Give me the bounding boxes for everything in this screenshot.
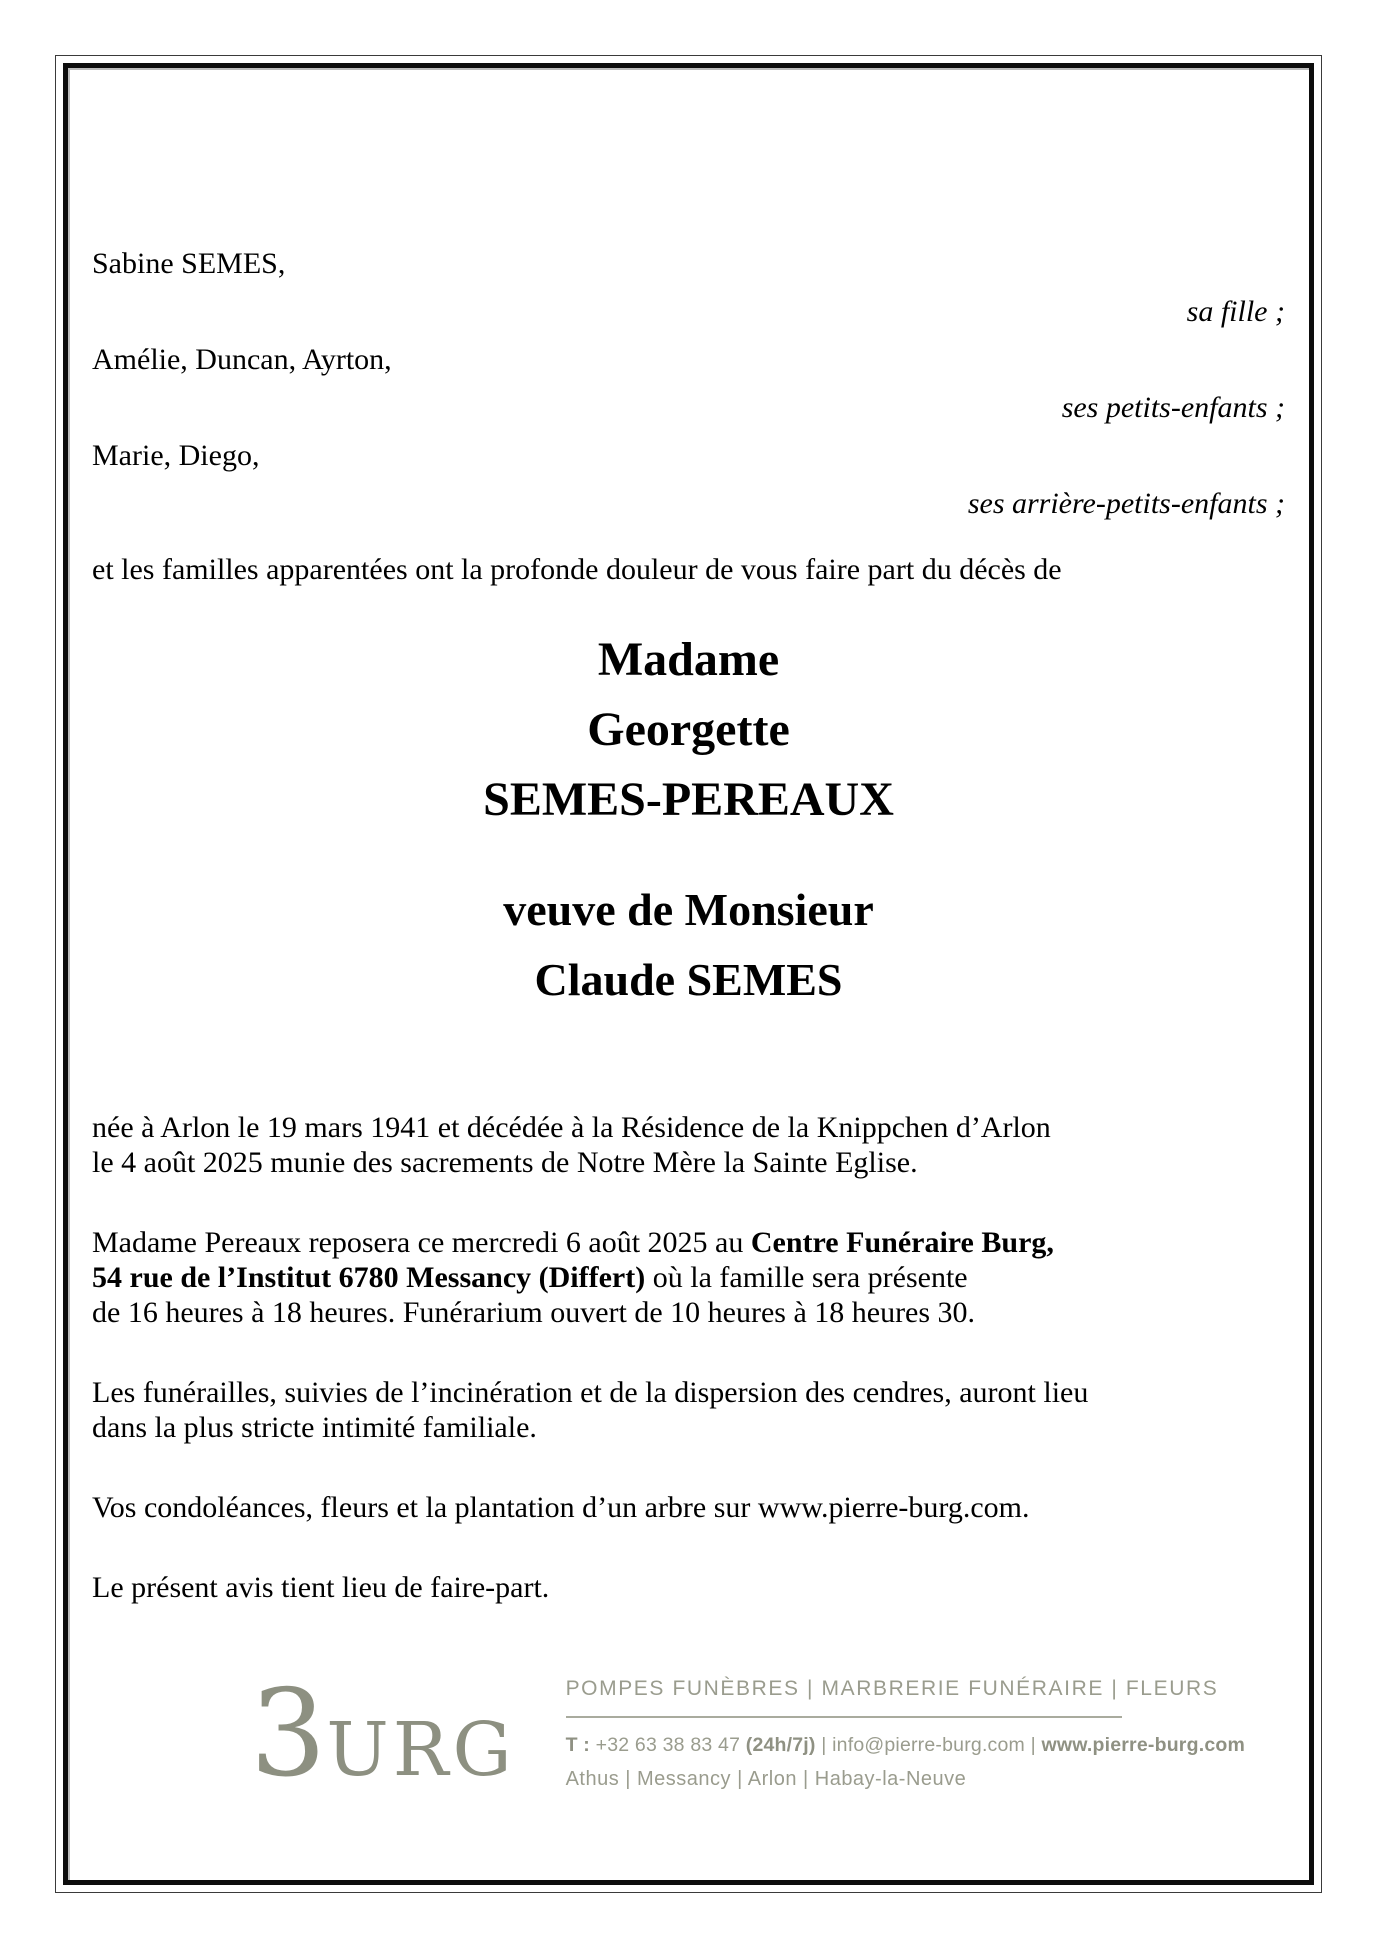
phone-label: T :	[565, 1734, 590, 1756]
deceased-title: Madame	[597, 633, 780, 686]
footer-divider	[566, 1716, 1122, 1718]
footer-info-block	[565, 1677, 1246, 1791]
website-text: www.pierre-burg.com	[1041, 1734, 1246, 1756]
email-text: | info@pierre-burg.com |	[815, 1734, 1042, 1756]
deceased-last-name: SEMES-PEREAUX	[483, 773, 894, 826]
visitation-line-2-normal: où la famille sera présente	[645, 1261, 968, 1294]
family-relation-line: sa fille ;	[1186, 295, 1285, 328]
birth-death-line-1: née à Arlon le 19 mars 1941 et décédée à la Résidence de la Knippchen d’Arlon	[92, 1111, 1051, 1144]
funeral-line-1: Les funérailles, suivies de l’incinération et de la dispersion des cendres, auront lieu	[92, 1376, 1089, 1409]
burg-logo-rest: URG	[326, 1707, 516, 1793]
family-name-line: Sabine SEMES,	[92, 247, 286, 280]
footer-locations-line: Athus | Messancy | Arlon | Habay-la-Neuve	[565, 1768, 967, 1790]
visitation-paragraph	[92, 1225, 1285, 1330]
visitation-line-1-normal: Madame Pereaux reposera ce mercredi 6 août 2025 au	[92, 1226, 751, 1259]
burg-logo-initial: 3	[250, 1665, 327, 1804]
phone-number: +32 63 38 83 47	[590, 1734, 746, 1756]
burg-logo	[250, 1665, 516, 1804]
footer-contact-line	[565, 1734, 1246, 1757]
condolences-paragraph: Vos condoléances, fleurs et la plantation d’un arbre sur www.pierre-burg.com.	[92, 1491, 1030, 1524]
funeral-home-address: 54 rue de l’Institut 6780 Messancy (Differt)	[92, 1261, 646, 1294]
hours-badge: (24h/7j)	[745, 1734, 816, 1756]
funeral-home-footer	[250, 1665, 1285, 1804]
funeral-paragraph	[92, 1375, 1285, 1445]
visitation-line-3: de 16 heures à 18 heures. Funérarium ouvert de 10 heures à 18 heures 30.	[92, 1296, 976, 1329]
deceased-name-block	[92, 625, 1285, 835]
widow-block	[92, 875, 1285, 1015]
announcement-content	[68, 68, 1309, 1880]
family-relation-line: ses petits-enfants ;	[1061, 391, 1285, 424]
funeral-home-name: Centre Funéraire Burg,	[750, 1226, 1054, 1259]
birth-death-line-2: le 4 août 2025 munie des sacrements de Notre Mère la Sainte Eglise.	[92, 1146, 918, 1179]
widow-line-1: veuve de Monsieur	[503, 884, 874, 935]
birth-death-paragraph	[92, 1110, 1285, 1180]
family-list	[92, 246, 1285, 521]
visitation-line-1	[92, 1225, 1285, 1260]
family-name-line: Marie, Diego,	[92, 439, 260, 472]
intro-paragraph: et les familles apparentées ont la profonde douleur de vous faire part du décès de	[92, 553, 1062, 586]
funeral-line-2: dans la plus stricte intimité familiale.	[92, 1411, 537, 1444]
widow-line-2: Claude SEMES	[534, 954, 843, 1005]
family-name-line: Amélie, Duncan, Ayrton,	[92, 343, 392, 376]
visitation-line-2	[92, 1260, 1285, 1295]
deceased-first-name: Georgette	[587, 703, 790, 756]
family-relation-line: ses arrière-petits-enfants ;	[967, 487, 1285, 520]
footer-services-line: POMPES FUNÈBRES | MARBRERIE FUNÉRAIRE | FLEURS	[565, 1677, 1219, 1700]
notice-paragraph: Le présent avis tient lieu de faire-part.	[92, 1571, 550, 1604]
